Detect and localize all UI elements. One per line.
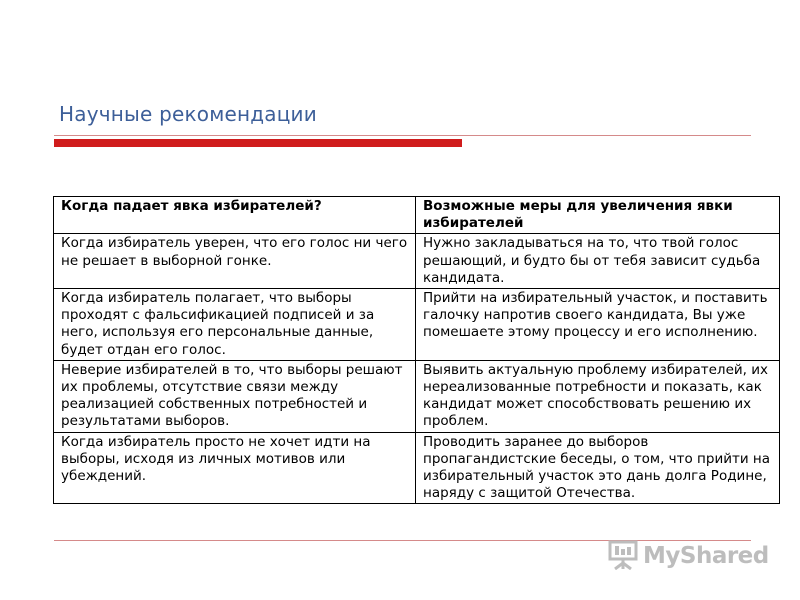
title-accent-bar <box>54 139 462 147</box>
logo-wordmark: MyShared <box>643 543 769 569</box>
table-row <box>54 289 780 361</box>
recommendations-table <box>53 196 780 504</box>
recommendations-table-container <box>53 196 779 504</box>
table-cell-measure: Нужно закладываться на то, что твой голос решающий, и будто бы от тебя зависит судьба кандидата. <box>416 234 780 289</box>
table-row <box>54 432 780 504</box>
table-header-cell-causes: Когда падает явка избирателей? <box>54 197 416 234</box>
table-cell-cause: Когда избиратель полагает, что выборы проходят с фальсификацией подписей и за него, используя его персональные данные, будет отдан его голос. <box>54 289 416 361</box>
table-row <box>54 234 780 289</box>
table-cell-measure: Проводить заранее до выборов пропагандистские беседы, о том, что прийти на избирательный участок это дань долга Родине, наряду с защитой Отечества. <box>416 432 780 504</box>
table-header-cell-measures: Возможные меры для увеличения явки избирателей <box>416 197 780 234</box>
table-cell-measure: Выявить актуальную проблему избирателей, их нереализованные потребности и показать, как кандидат может способствовать решению их проблем. <box>416 360 780 432</box>
table-cell-cause: Неверие избирателей в то, что выборы решают их проблемы, отсутствие связи между реализацией собственных потребностей и результатами выборов. <box>54 360 416 432</box>
table-row <box>54 360 780 432</box>
table-cell-cause: Когда избиратель уверен, что его голос ни чего не решает в выборной гонке. <box>54 234 416 289</box>
title-thin-rule <box>54 135 751 136</box>
presentation-board-icon <box>607 538 639 574</box>
table-cell-measure: Прийти на избирательный участок, и поставить галочку напротив своего кандидата, Вы уже помешаете этому процессу и его исполнению. <box>416 289 780 361</box>
table-cell-cause: Когда избиратель просто не хочет идти на выборы, исходя из личных мотивов или убеждений. <box>54 432 416 504</box>
myshared-logo <box>607 538 767 574</box>
slide-title: Научные рекомендации <box>59 102 317 126</box>
table-header-row <box>54 197 780 234</box>
